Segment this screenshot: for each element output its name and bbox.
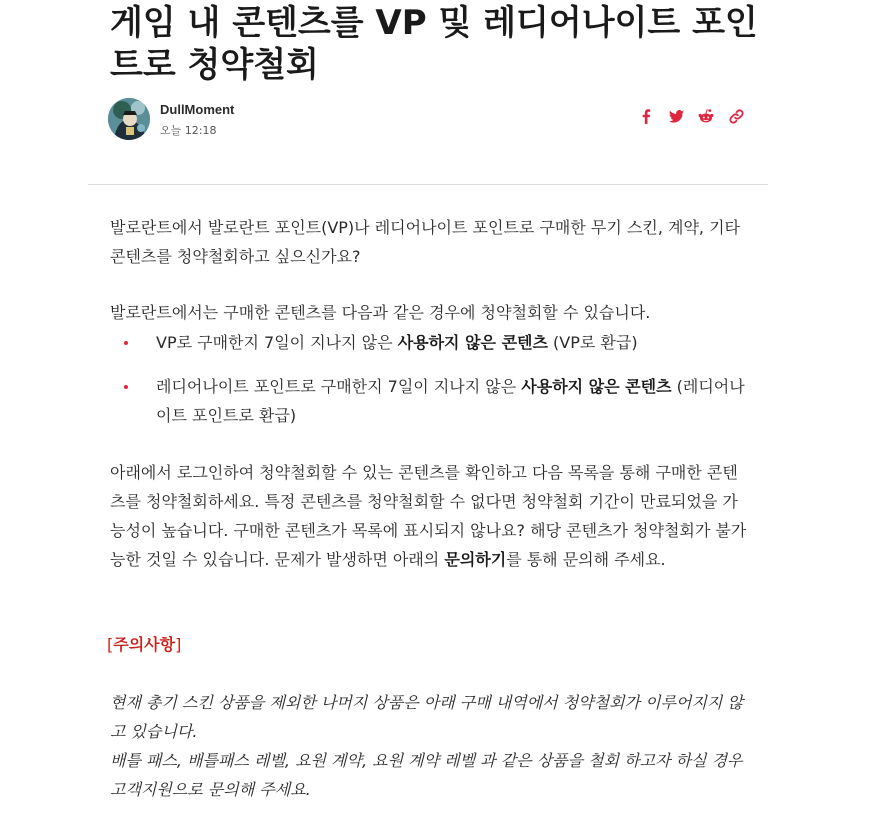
conditions-intro: 발로란트에서는 구매한 콘텐츠를 다음과 같은 경우에 청약철회할 수 있습니다. (110, 303, 651, 322)
list-item-note: (VP로 환급) (547, 333, 638, 352)
author-name[interactable]: DullMoment (160, 102, 235, 117)
warning-notes (110, 688, 755, 804)
twitter-icon[interactable] (668, 108, 684, 124)
warning-note-1: 현재 총기 스킨 상품을 제외한 나머지 상품은 아래 구매 내역에서 청약철회가 이루어지지 않고 있습니다. (110, 693, 743, 741)
list-item (110, 328, 750, 372)
link-icon[interactable] (728, 108, 744, 124)
reddit-icon[interactable] (698, 108, 714, 124)
warning-note-2: 배틀 패스, 배틀패스 레벨, 요원 계약, 요원 계약 레벨 과 같은 상품을 철회 하고자 하실 경우 고객지원으로 문의해 주세요. (110, 751, 743, 799)
warning-heading (107, 630, 181, 659)
bullet-dot (124, 385, 128, 389)
bracket-close: ] (175, 635, 182, 654)
warning-label: 주의사항 (113, 635, 176, 654)
article-title: 게임 내 콘텐츠를 VP 및 레디어나이트 포인트로 청약철회 (110, 3, 758, 85)
intro-paragraph: 발로란트에서 발로란트 포인트(VP)나 레디어나이트 포인트로 구매한 무기 스킨, 계약, 기타 콘텐츠를 청약철회하고 싶으신가요? (110, 218, 740, 266)
facebook-icon[interactable] (638, 108, 654, 124)
list-item-note: (레디어나이트 포인트로 환급) (156, 377, 745, 425)
author-block (108, 98, 748, 142)
list-item-bold: 사용하지 않은 콘텐츠 (521, 377, 672, 396)
bullet-dot (124, 341, 128, 345)
list-item-bold: 사용하지 않은 콘텐츠 (397, 333, 548, 352)
share-bar (638, 108, 744, 124)
list-item-text: 레디어나이트 포인트로 구매한지 7일이 지나지 않은 (156, 377, 522, 396)
bracket-open: [ (107, 635, 114, 654)
contact-link[interactable]: 문의하기 (444, 550, 507, 569)
post-time: 오늘 12:18 (160, 124, 217, 137)
instructions-paragraph (110, 458, 750, 574)
conditions-list (110, 328, 750, 430)
instructions-tail: 를 통해 문의해 주세요. (506, 550, 666, 569)
instructions-text: 아래에서 로그인하여 청약철회할 수 있는 콘텐츠를 확인하고 다음 목록을 통해 구매한 콘텐츠를 청약철회하세요. 특정 콘텐츠를 청약철회할 수 없다면 청약철회 기간이 만료되었을 가능성이 높습니다. 구매한 콘텐츠가 목록에 표시되지 않나요? 해당 콘텐츠가 청약철회가 불가능한 것일 수 있습니다. 문제가 발생하면 아래의 (110, 463, 747, 569)
list-item (110, 372, 750, 430)
divider (88, 184, 768, 185)
avatar[interactable] (108, 98, 150, 140)
list-item-text: VP로 구매한지 7일이 지나지 않은 (156, 333, 398, 352)
